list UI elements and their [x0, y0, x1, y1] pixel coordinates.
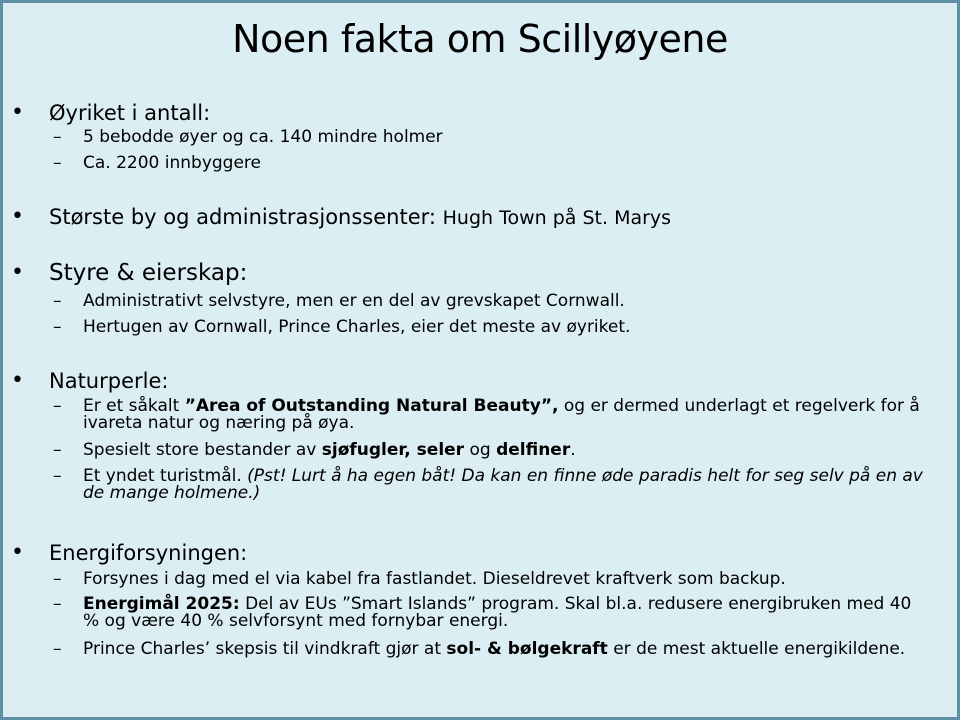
- list-item-text: Administrativt selvstyre, men er en del av grevskapet Cornwall.: [83, 291, 625, 311]
- list-item-text: [83, 596, 929, 630]
- section-heading: Øyriket i antall:: [49, 101, 211, 125]
- list-item-text: Ca. 2200 innbyggere: [83, 153, 262, 173]
- section-heading-line: [49, 203, 671, 232]
- dash-marker: –: [53, 569, 62, 589]
- text-run: .: [570, 440, 576, 460]
- text-run-bold: delfiner: [496, 440, 571, 460]
- section-heading: Styre & eierskap:: [49, 260, 248, 286]
- dash-marker: –: [53, 440, 62, 460]
- text-run-bold: sjøfugler, seler: [321, 440, 465, 460]
- text-run-bold: ”Area of Outstanding Natural Beauty”,: [184, 396, 559, 416]
- text-run: er de mest aktuelle energikildene.: [607, 639, 906, 659]
- slide-title: Noen fakta om Scillyøyene: [232, 17, 728, 61]
- list-item-text: 5 bebodde øyer og ca. 140 mindre holmer: [83, 127, 443, 147]
- dash-marker: –: [53, 317, 62, 337]
- text-run-bold: sol- & bølgekraft: [446, 639, 608, 659]
- text-run: og er dermed underlagt et regelverk for å ivareta natur og næring på øya.: [83, 396, 920, 433]
- dash-marker: –: [53, 291, 62, 311]
- bullet-marker: •: [11, 368, 24, 393]
- text-run: Er et såkalt: [83, 396, 185, 416]
- dash-marker: –: [53, 396, 62, 416]
- text-run: Spesielt store bestander av: [83, 440, 322, 460]
- dash-marker: –: [53, 639, 62, 659]
- bullet-marker: •: [11, 100, 24, 125]
- dash-marker: –: [53, 127, 62, 147]
- text-run: Et yndet turistmål.: [83, 466, 248, 486]
- list-item-text: [83, 641, 929, 658]
- section-heading: Energiforsyningen:: [49, 541, 248, 565]
- list-item-text: Forsynes i dag med el via kabel fra fastlandet. Dieseldrevet kraftverk som backup.: [83, 569, 786, 589]
- section-heading: Naturperle:: [49, 369, 169, 393]
- dash-marker: –: [53, 594, 62, 614]
- text-run: Del av EUs ”Smart Islands” program. Skal bl.a. redusere energibruken med 40 % og være 40 % selvforsynt med fornybar energi.: [83, 594, 912, 631]
- list-item-text: [83, 442, 929, 459]
- list-item-text: [83, 468, 929, 502]
- dash-marker: –: [53, 466, 62, 486]
- dash-marker: –: [53, 153, 62, 173]
- text-run: og: [464, 440, 497, 460]
- text-run: Prince Charles’ skepsis til vindkraft gjør at: [83, 639, 447, 659]
- text-run-bold: Energimål 2025:: [83, 594, 240, 614]
- list-item-text: [83, 398, 929, 432]
- bullet-marker: •: [11, 540, 24, 565]
- section-heading-value: Hugh Town på St. Marys: [442, 207, 672, 229]
- section-heading: Største by og administrasjonssenter:: [49, 205, 436, 229]
- list-item-text: Hertugen av Cornwall, Prince Charles, eier det meste av øyriket.: [83, 317, 631, 337]
- bullet-marker: •: [11, 260, 24, 285]
- text-run-italic: (Pst! Lurt å ha egen båt! Da kan en finne øde paradis helt for seg selv på en av de mange holmene.): [83, 466, 923, 503]
- bullet-marker: •: [11, 204, 24, 229]
